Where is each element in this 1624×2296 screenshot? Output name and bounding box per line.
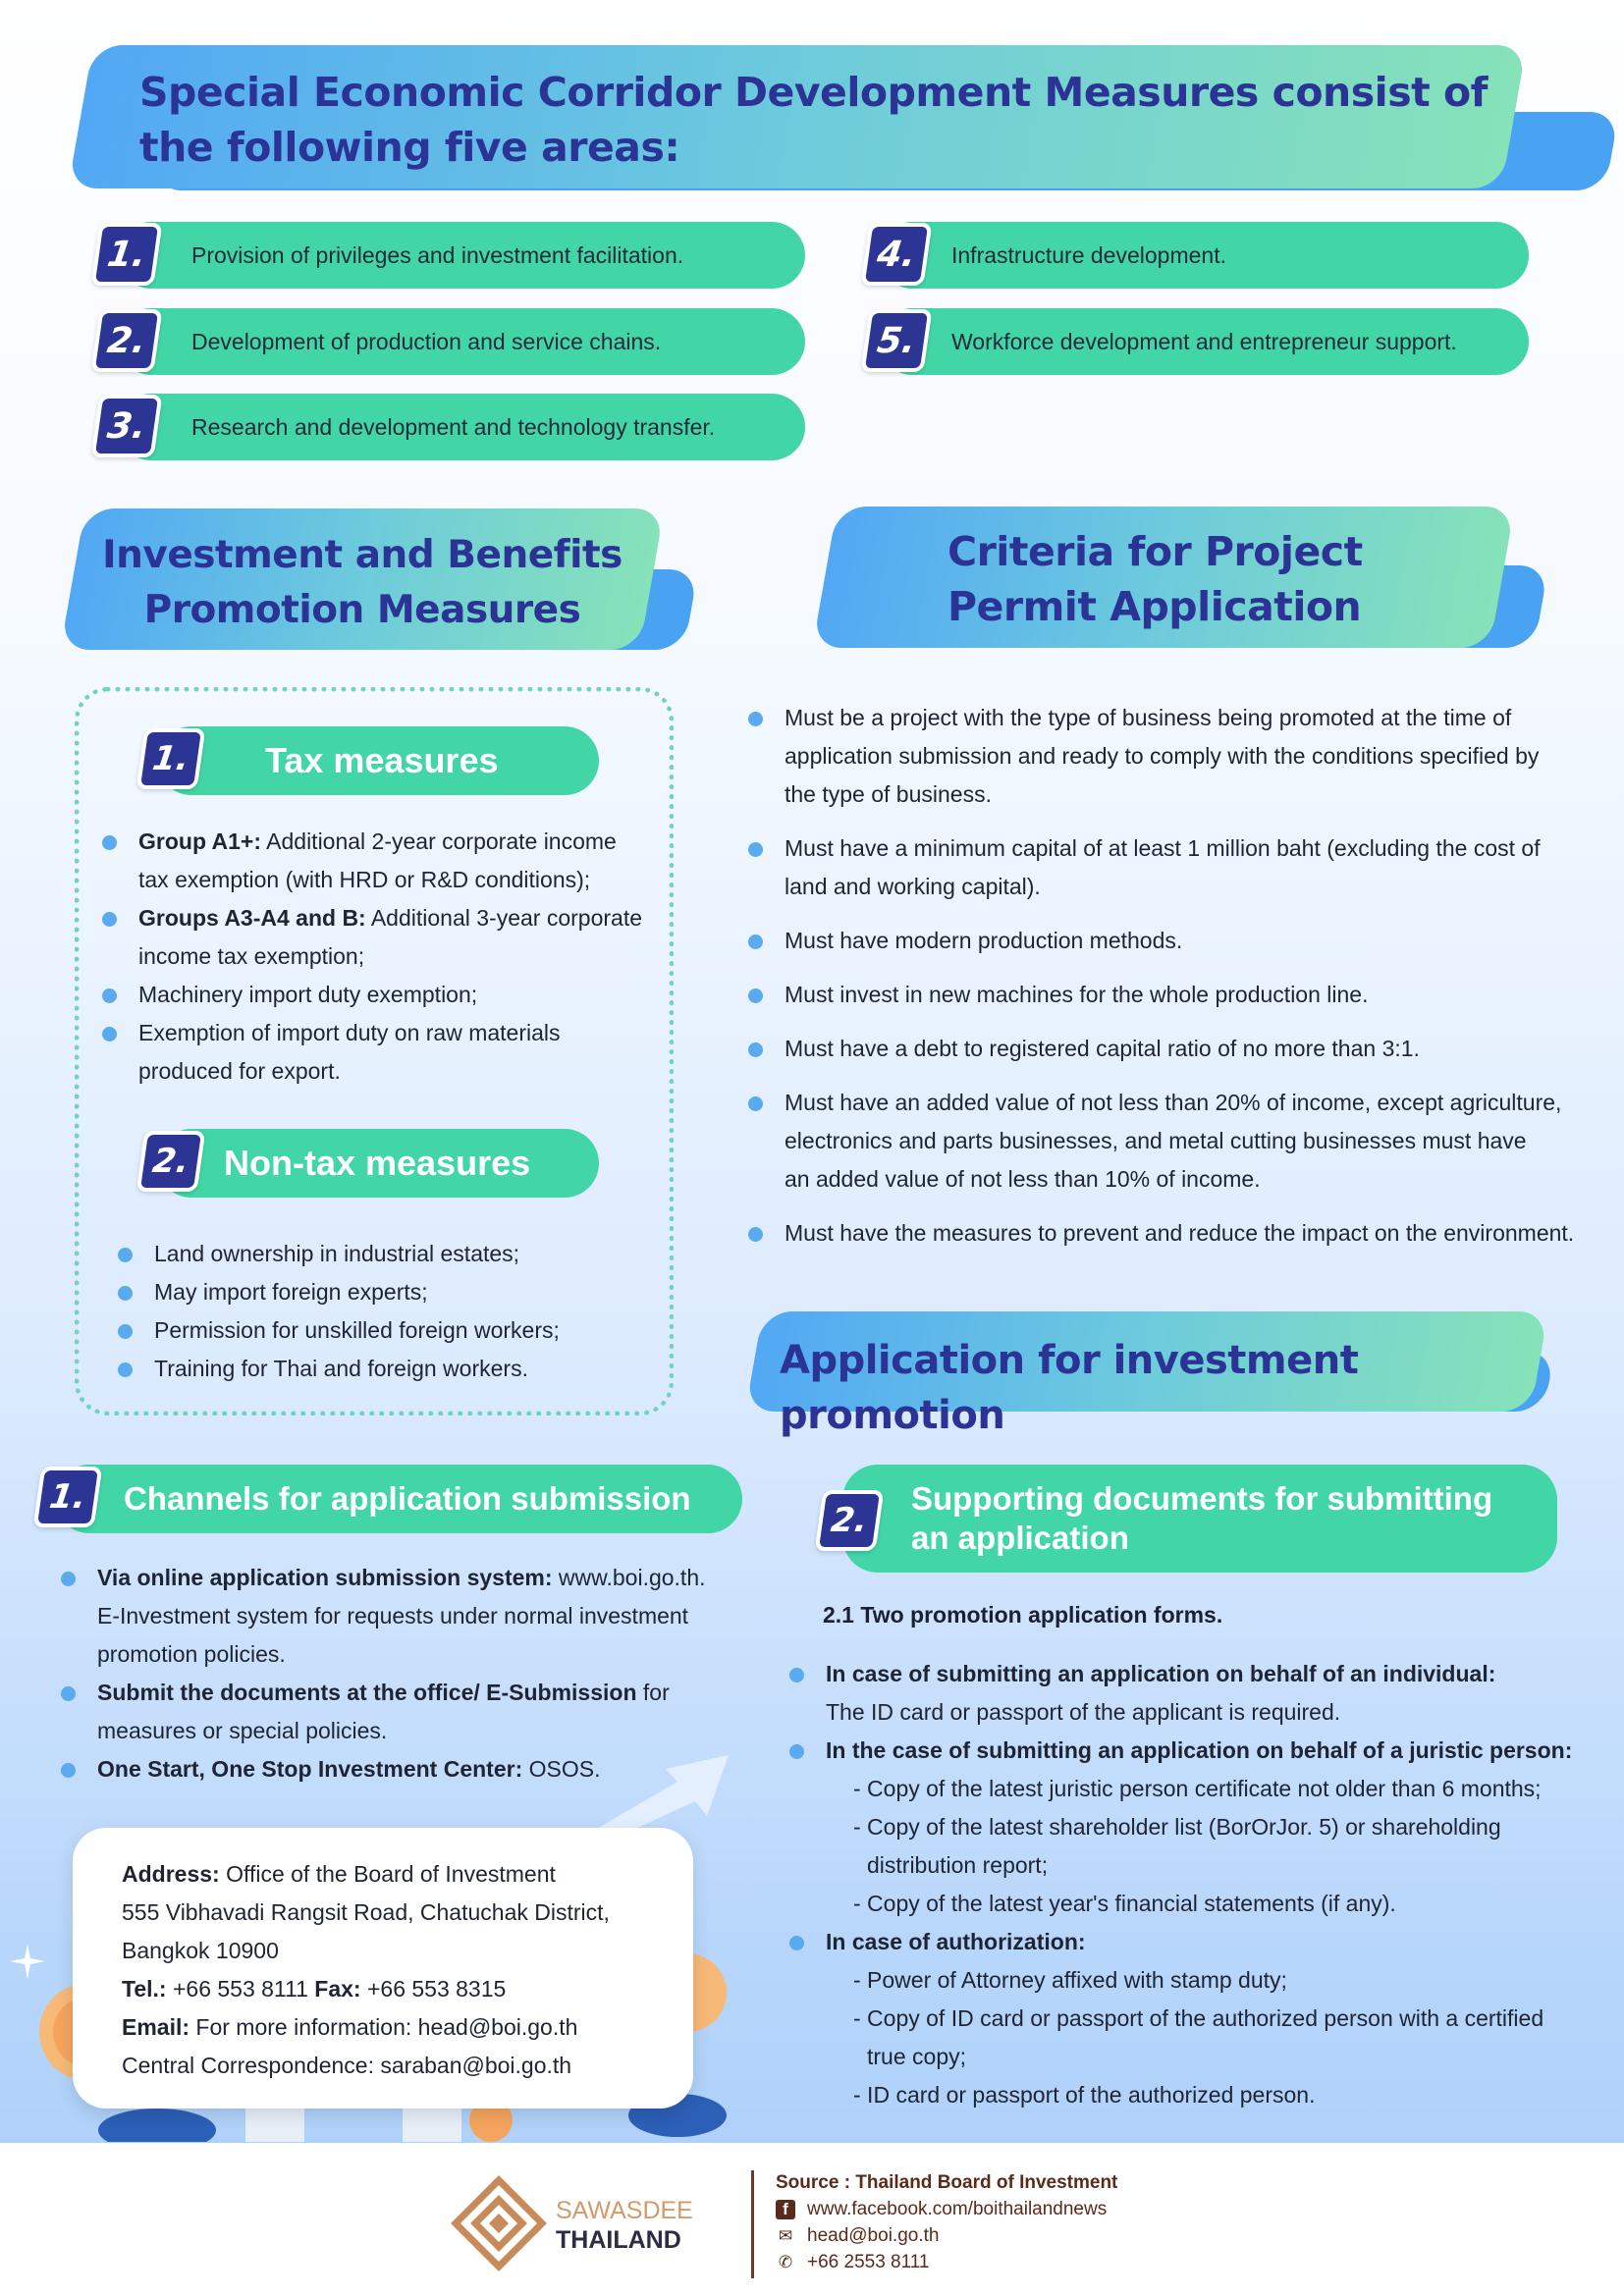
list-item: Must have modern production methods. [748,922,1583,960]
area-number-badge: 5. [861,309,933,372]
page-title: Special Economic Corridor Development Measures consist of the following five areas: [139,69,1488,171]
area-label: Infrastructure development. [951,241,1226,268]
criteria-list [748,699,1583,1268]
footer-phone[interactable]: ✆ +66 2553 8111 [776,2252,930,2273]
area-label: Research and development and technology transfer. [191,413,716,440]
list-item: Must be a project with the type of business being promoted at the time of application submission and ready to comply with the conditions specified by the type of business. [748,699,1583,814]
supporting-documents-pill: Supporting documents for submitting an application [842,1465,1557,1573]
non-tax-measures-pill: Non-tax measures [157,1129,599,1198]
list-item: In the case of submitting an application on behalf of a juristic person: - Copy of the latest juristic person certificate not older than 6 months; - Copy of the latest shareholder list (BorOrJor. 5) or shareholding distribution report; - Copy of the latest year's financial statements (if any). [789,1732,1595,1923]
list-item: Exemption of import duty on raw materials produced for export. [102,1014,662,1091]
footer [0,2143,1624,2296]
area-label: Provision of privileges and investment facilitation. [191,241,684,268]
list-item: Machinery import duty exemption; [102,976,662,1014]
list-item: May import foreign experts; [118,1273,668,1311]
area-number-badge: 4. [861,223,933,286]
footer-source: Source : Thailand Board of Investment [776,2172,1118,2193]
application-heading: Application for investment promotion [780,1338,1359,1438]
tax-measures-pill: Tax measures [157,726,599,795]
list-item: Must have a minimum capital of at least 1 million baht (excluding the cost of land and working capital). [748,829,1583,906]
area-label: Development of production and service chains. [191,328,662,354]
list-item: Training for Thai and foreign workers. [118,1350,668,1388]
facebook-icon: f [776,2200,795,2219]
footer-divider [751,2170,754,2278]
area-number-badge: 2. [91,309,163,372]
area-number-badge: 1. [91,223,163,286]
sawasdee-logo-icon [450,2174,548,2272]
list-item: Must invest in new machines for the whole production line. [748,976,1583,1014]
area-item-3 [118,394,805,460]
tax-measures-list [102,823,662,1091]
investment-heading-banner [73,508,652,650]
channels-pill: Channels for application submission [55,1465,742,1533]
list-item: In case of authorization: - Power of Attorney affixed with stamp duty; - Copy of ID card or passport of the authorized person with a certified true copy; - ID card or passport of the authorized person. [789,1923,1595,2114]
supporting-number-badge: 2. [815,1490,885,1551]
criteria-heading: Criteria for Project Permit Application [947,528,1363,630]
investment-heading: Investment and Benefits Promotion Measures [102,533,623,632]
criteria-heading-banner [825,507,1502,648]
supporting-subheading: 2.1 Two promotion application forms. [823,1602,1223,1628]
application-heading-banner [754,1311,1540,1438]
title-banner [81,45,1514,188]
list-item: Permission for unskilled foreign workers; [118,1311,668,1350]
list-item: Must have a debt to registered capital ratio of no more than 3:1. [748,1030,1583,1068]
channels-number-badge: 1. [33,1467,103,1527]
supporting-documents-list [789,1655,1595,2114]
list-item: Group A1+: Additional 2-year corporate income tax exemption (with HRD or R&D conditions); [102,823,662,899]
area-item-5 [879,308,1529,375]
list-item: Must have the measures to prevent and reduce the impact on the environment. [748,1214,1583,1253]
mail-icon: ✉ [778,2226,793,2245]
area-item-4 [879,222,1529,289]
non-tax-number-badge: 2. [136,1131,206,1192]
list-item: Must have an added value of not less than 20% of income, except agriculture, electronics and parts businesses, and metal cutting businesses must have an added value of not less than 10% of income. [748,1084,1583,1199]
list-item: Groups A3-A4 and B: Additional 3-year corporate income tax exemption; [102,899,662,976]
list-item: Via online application submission system: www.boi.go.th. E-Investment system for requests under normal investment promotion policies. [61,1559,729,1674]
footer-facebook[interactable]: f www.facebook.com/boithailandnews [776,2199,1107,2220]
area-number-badge: 3. [91,395,163,457]
area-label: Workforce development and entrepreneur support. [951,328,1457,354]
address-card: Address: Office of the Board of Investment 555 Vibhavadi Rangsit Road, Chatuchak District, Bangkok 10900 Tel.: +66 553 8111 Fax: +66 553 8315 Email: For more information: head@boi.go.th Central Correspondence: saraban@boi.go.th [73,1828,693,2109]
list-item: Land ownership in industrial estates; [118,1235,668,1273]
phone-icon: ✆ [778,2253,793,2271]
list-item: One Start, One Stop Investment Center: OSOS. [61,1750,729,1789]
list-item: Submit the documents at the office/ E-Submission for measures or special policies. [61,1674,729,1750]
area-item-1 [118,222,805,289]
area-item-2 [118,308,805,375]
tax-number-badge: 1. [136,728,206,789]
brand-name: SAWASDEE THAILAND [556,2197,693,2254]
non-tax-measures-list [118,1235,668,1388]
footer-email[interactable]: ✉ head@boi.go.th [776,2225,939,2247]
list-item: In case of submitting an application on behalf of an individual: The ID card or passport of the applicant is required. [789,1655,1595,1732]
